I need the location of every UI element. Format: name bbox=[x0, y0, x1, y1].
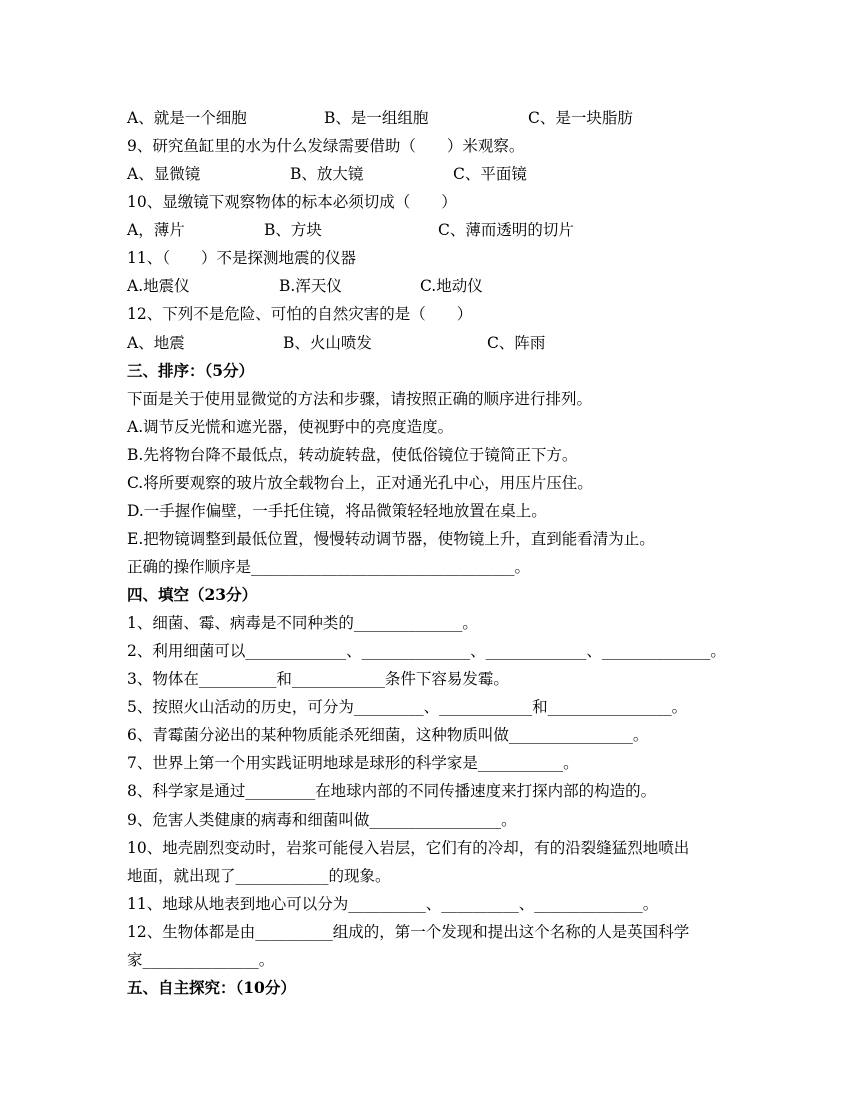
option-a: A、显微镜 bbox=[127, 165, 201, 183]
fill-in-10-line-1: 10、地壳剧烈变动时，岩浆可能侵入岩层，它们有的冷却，有的沿裂缝猛烈地喷出 bbox=[127, 839, 690, 857]
fill-in-3: 3、物体在__________和____________条件下容易发霉。 bbox=[127, 670, 509, 688]
option-b: B、是一组组胞 bbox=[324, 109, 429, 127]
ordering-step-d: D.一手握作偏壁，一手托住镜，将品微策轻轻地放置在桌上。 bbox=[127, 502, 547, 520]
option-a: A.地震仪 bbox=[127, 277, 190, 295]
option-b: B.浑天仪 bbox=[279, 277, 342, 295]
ordering-instruction: 下面是关于使用显微觉的方法和步骤，请按照正确的顺序进行排列。 bbox=[127, 390, 593, 408]
fill-in-10-line-2: 地面，就出现了____________的现象。 bbox=[127, 867, 391, 885]
fill-in-5: 5、按照火山活动的历史，可分为_________、____________和________________。 bbox=[127, 698, 688, 716]
fill-in-12-line-2: 家_______________。 bbox=[127, 951, 275, 969]
question-11: 11、（ ）不是探测地震的仪器 bbox=[127, 249, 356, 267]
fill-in-2: 2、利用细菌可以_____________、______________、_____________、______________。 bbox=[127, 642, 726, 660]
option-c: C、是一块脂肪 bbox=[528, 109, 633, 127]
ordering-answer-line: 正确的操作顺序是__________________________________。 bbox=[127, 558, 531, 576]
fill-in-8: 8、科学家是通过_________在地球内部的不同传播速度来打探内部的构造的。 bbox=[127, 782, 657, 800]
question-12: 12、下列不是危险、可怕的自然灾害的是（ ） bbox=[127, 305, 473, 323]
fill-in-9: 9、危害人类健康的病毒和细菌叫做_________________。 bbox=[127, 811, 517, 829]
ordering-step-c: C.将所要观察的玻片放全载物台上，正对通光孔中心，用压片压住。 bbox=[127, 474, 593, 492]
option-c: C、薄而透明的切片 bbox=[438, 221, 574, 239]
option-c: C、平面镜 bbox=[453, 165, 527, 183]
option-a: A，薄片 bbox=[127, 221, 185, 239]
option-a: A、地震 bbox=[127, 334, 185, 352]
option-c: C、阵雨 bbox=[487, 334, 546, 352]
fill-in-1: 1、细菌、霉、病毒是不同种类的______________。 bbox=[127, 614, 478, 632]
fill-in-6: 6、青霉菌分泌出的某种物质能杀死细菌，这种物质叫做________________。 bbox=[127, 726, 649, 744]
fill-in-12-line-1: 12、生物体都是由__________组成的，第一个发现和提出这个名称的人是英国科学 bbox=[127, 923, 690, 941]
option-a: A、就是一个细胞 bbox=[127, 109, 247, 127]
option-b: B、火山喷发 bbox=[283, 334, 372, 352]
option-b: B、放大镜 bbox=[290, 165, 364, 183]
option-c: C.地动仪 bbox=[420, 277, 483, 295]
ordering-step-b: B.先将物台降不最低点，转动旋转盘，使低俗镜位于镜简正下方。 bbox=[127, 446, 578, 464]
fill-in-7: 7、世界上第一个用实践证明地球是球形的科学家是___________。 bbox=[127, 754, 579, 772]
question-10: 10、显缴镜下观察物体的标本必须切成（ ） bbox=[127, 193, 457, 211]
question-9: 9、研究鱼缸里的水为什么发绿需要借助（ ）米观察。 bbox=[127, 137, 525, 155]
section-heading-ordering: 三、排序：（5分） bbox=[127, 361, 255, 380]
ordering-step-e: E.把物镜调整到最低位置，慢慢转动调节器，使物镜上升，直到能看清为止。 bbox=[127, 530, 655, 548]
section-heading-self-exploration: 五、自主探究：（10分） bbox=[127, 978, 296, 997]
ordering-step-a: A.调节反光慌和遮光器，使视野中的亮度造度。 bbox=[127, 418, 454, 436]
option-b: B、方块 bbox=[264, 221, 322, 239]
fill-in-11: 11、地球从地表到地心可以分为__________、__________、______________。 bbox=[127, 895, 659, 913]
section-heading-fill-in: 四、填空（23分） bbox=[127, 585, 258, 604]
